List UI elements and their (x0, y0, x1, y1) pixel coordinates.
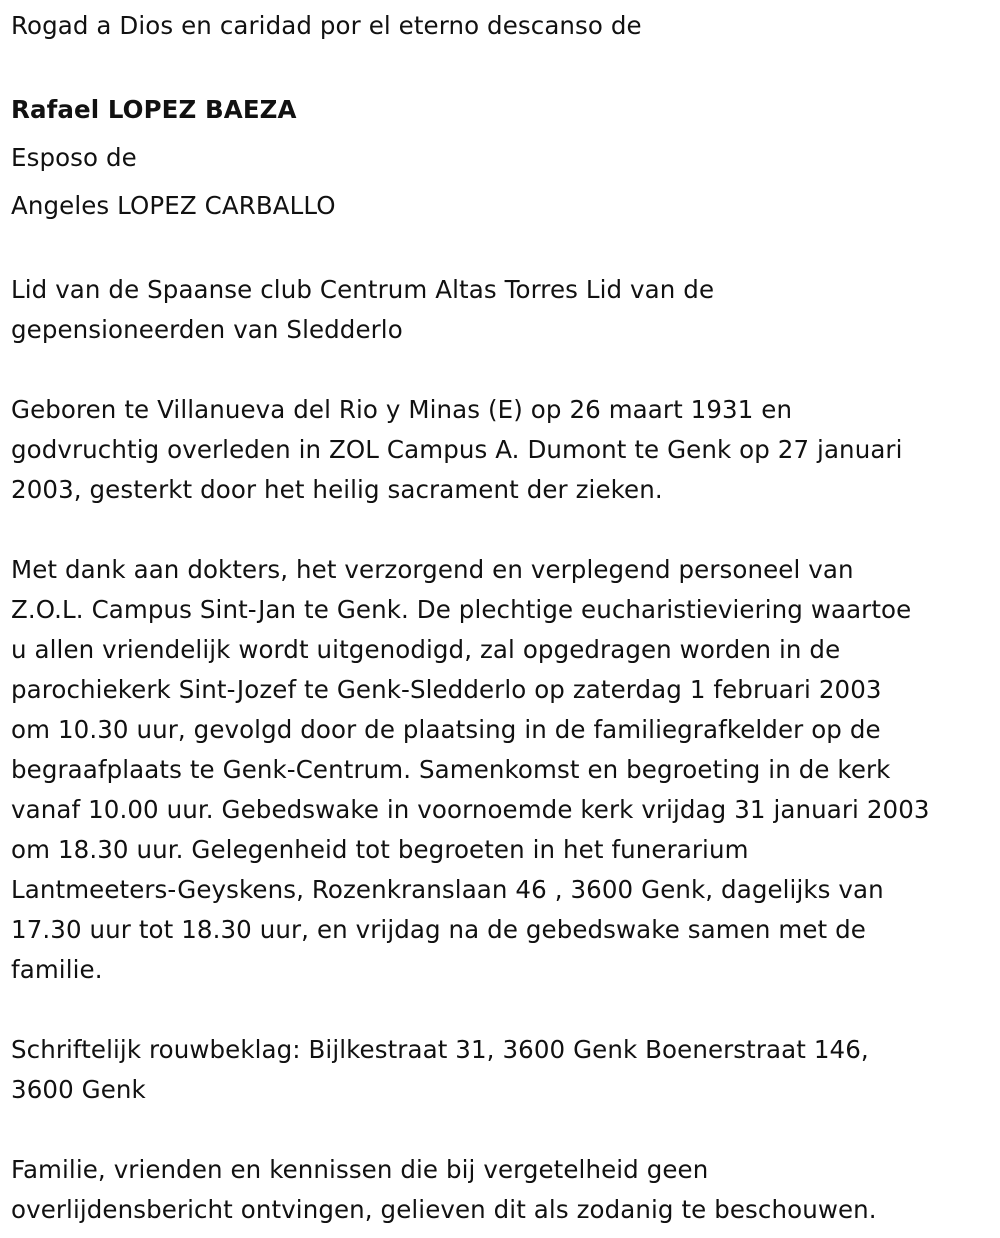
paragraph-line: Schriftelijk rouwbeklag: Bijlkestraat 31, 3600 Genk Boenerstraat 146, (11, 1035, 869, 1064)
paragraph-line: godvruchtig overleden in ZOL Campus A. Dumont te Genk op 27 januari (11, 435, 903, 464)
paragraph-line: u allen vriendelijk wordt uitgenodigd, zal opgedragen worden in de (11, 635, 841, 664)
paragraph-line: Familie, vrienden en kennissen die bij vergetelheid geen (11, 1155, 709, 1184)
paragraph-line: Geboren te Villanueva del Rio y Minas (E) op 26 maart 1931 en (11, 395, 793, 424)
paragraph-line: 3600 Genk (11, 1075, 146, 1104)
paragraph-line: begraafplaats te Genk-Centrum. Samenkomst en begroeting in de kerk (11, 755, 891, 784)
deceased-name: Rafael LOPEZ BAEZA (11, 95, 297, 124)
membership-paragraph (11, 270, 990, 350)
paragraph-line: gepensioneerden van Sledderlo (11, 315, 403, 344)
paragraph-line: overlijdensbericht ontvingen, gelieven dit als zodanig te beschouwen. (11, 1195, 877, 1224)
closing-paragraph (11, 1150, 990, 1230)
paragraph-line: Z.O.L. Campus Sint-Jan te Genk. De plechtige eucharistieviering waartoe (11, 595, 912, 624)
paragraph-line: familie. (11, 955, 103, 984)
birth-death-paragraph (11, 390, 990, 510)
paragraph-line: Lantmeeters-Geyskens, Rozenkranslaan 46 , 3600 Genk, dagelijks van (11, 875, 884, 904)
intro-text: Rogad a Dios en caridad por el eterno descanso de (11, 11, 642, 40)
paragraph-line: om 10.30 uur, gevolgd door de plaatsing in de familiegrafkelder op de (11, 715, 881, 744)
paragraph-line: om 18.30 uur. Gelegenheid tot begroeten in het funerarium (11, 835, 749, 864)
ceremony-paragraph (11, 550, 990, 990)
paragraph-line: vanaf 10.00 uur. Gebedswake in voornoemde kerk vrijdag 31 januari 2003 (11, 795, 930, 824)
paragraph-line: parochiekerk Sint-Jozef te Genk-Sledderlo op zaterdag 1 februari 2003 (11, 675, 882, 704)
condolence-paragraph (11, 1030, 990, 1110)
spouse-prefix: Esposo de (11, 143, 137, 172)
paragraph-line: Met dank aan dokters, het verzorgend en verplegend personeel van (11, 555, 854, 584)
paragraph-line: 2003, gesterkt door het heilig sacrament der zieken. (11, 475, 663, 504)
paragraph-line: Lid van de Spaanse club Centrum Altas Torres Lid van de (11, 275, 715, 304)
spouse-name: Angeles LOPEZ CARBALLO (11, 191, 336, 220)
spouse-block (11, 134, 990, 230)
paragraph-line: 17.30 uur tot 18.30 uur, en vrijdag na de gebedswake samen met de (11, 915, 866, 944)
